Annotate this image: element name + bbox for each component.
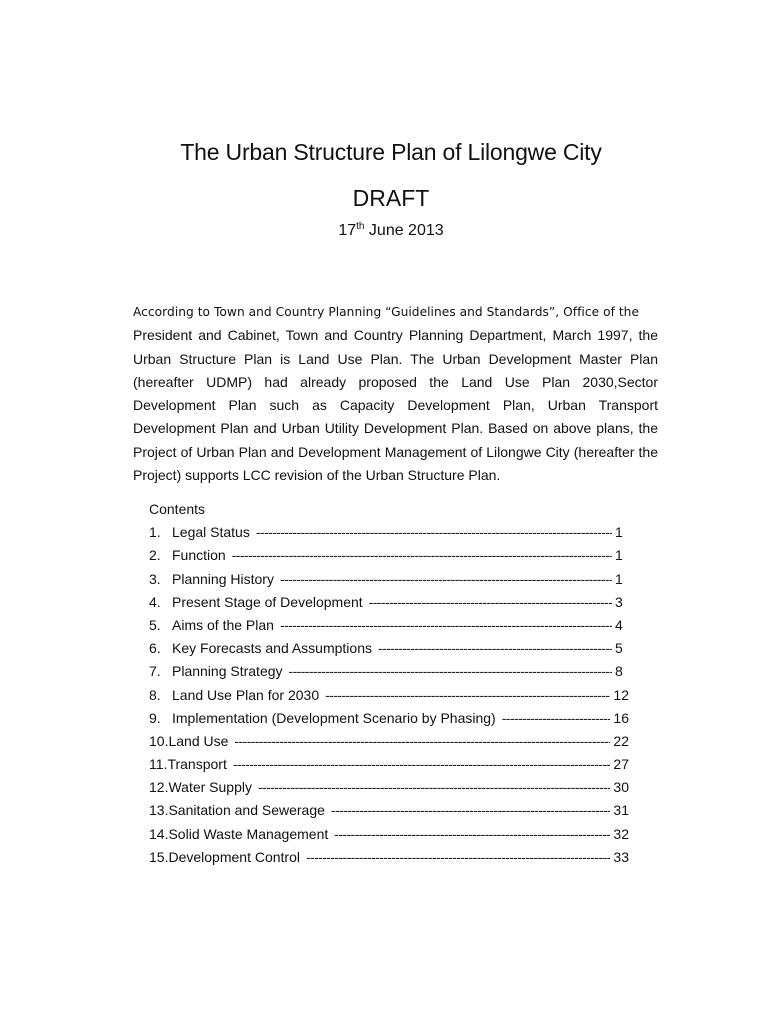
intro-body: President and Cabinet, Town and Country Planning Department, March 1997, the Urban Structure Plan is Land Use Plan. The Urban Development Master Plan (hereafter UDMP) had already proposed the Land Use Plan 2030,Sector Development Plan such as Capacity Development Plan, Urban Transport Development Plan and Urban Utility Development Plan. Based on above plans, the Project of Urban Plan and Development Management of Lilongwe City (hereafter the Project) supports LCC revision of the Urban Structure Plan.: [133, 327, 658, 484]
toc-item-title: Function: [172, 547, 226, 564]
toc-item-page: 22: [613, 732, 629, 749]
table-of-contents: [149, 498, 629, 869]
toc-item: [149, 684, 629, 707]
toc-item: [149, 707, 629, 730]
toc-item-number: 8.: [149, 686, 161, 703]
toc-item: [149, 521, 629, 544]
toc-leader: [234, 730, 610, 753]
toc-leader: [378, 637, 612, 660]
toc-item-page: 1: [615, 547, 623, 564]
toc-item-number: 1.: [149, 524, 161, 541]
toc-item: [149, 544, 629, 567]
toc-leader: [232, 544, 612, 567]
toc-item-page: 27: [613, 756, 629, 773]
toc-item-page: 12: [613, 686, 629, 703]
toc-item-page: 31: [613, 802, 629, 819]
toc-item: [149, 660, 629, 683]
toc-item-title: Planning Strategy: [172, 663, 283, 680]
toc-item-number: 15.: [149, 848, 169, 865]
toc-item-title: Solid Waste Management: [168, 825, 329, 842]
toc-leader: [258, 776, 610, 799]
toc-item: [149, 568, 629, 591]
toc-item-title: Legal Status: [172, 524, 250, 541]
toc-item-page: 30: [613, 779, 629, 796]
toc-item-number: 6.: [149, 640, 161, 657]
toc-item-page: 5: [615, 640, 623, 657]
contents-heading: Contents: [149, 501, 206, 517]
toc-item-number: 14.: [149, 825, 169, 842]
toc-item-number: 2.: [149, 547, 161, 564]
toc-item-page: 33: [613, 848, 629, 865]
toc-item-number: 10.: [149, 732, 169, 749]
toc-item-title: Water Supply: [168, 779, 252, 796]
toc-leader: [331, 799, 611, 822]
toc-item-number: 12.: [149, 779, 169, 796]
toc-leader: [325, 684, 610, 707]
toc-item-title: Development Control: [168, 848, 300, 865]
date-suffix: th: [356, 221, 365, 232]
toc-item: [149, 614, 629, 637]
toc-leader: [369, 591, 612, 614]
toc-item-page: 16: [613, 709, 629, 726]
toc-item-number: 3.: [149, 570, 161, 587]
document-date: [0, 220, 768, 242]
toc-item: [149, 776, 629, 799]
toc-item-title: Transport: [167, 756, 227, 773]
toc-item-page: 8: [615, 663, 623, 680]
toc-item-title: Planning History: [172, 570, 274, 587]
toc-leader: [280, 568, 612, 591]
toc-leader: [289, 660, 612, 683]
toc-item-number: 7.: [149, 663, 161, 680]
toc-item-number: 9.: [149, 709, 161, 726]
toc-item-title: Aims of the Plan: [172, 616, 274, 633]
toc-item-title: Land Use: [168, 732, 229, 749]
intro-first-line: According to Town and Country Planning “Guidelines and Standards”, Office of the: [133, 305, 640, 319]
toc-item: [149, 637, 629, 660]
date-month-year: June 2013: [364, 222, 444, 239]
toc-item-number: 11.: [149, 756, 168, 773]
toc-item-number: 4.: [149, 593, 161, 610]
toc-leader: [233, 753, 611, 776]
toc-item-title: Key Forecasts and Assumptions: [172, 640, 372, 657]
toc-item-number: 5.: [149, 616, 161, 633]
toc-item-page: 3: [615, 593, 623, 610]
draft-label: DRAFT: [352, 185, 430, 211]
intro-paragraph: [133, 301, 658, 487]
toc-item: [149, 846, 629, 869]
toc-item-page: 32: [613, 825, 629, 842]
toc-item-number: 13.: [149, 802, 169, 819]
toc-item: [149, 753, 629, 776]
toc-leader: [502, 707, 611, 730]
toc-item: [149, 823, 629, 846]
toc-item-title: Land Use Plan for 2030: [172, 686, 320, 703]
toc-leader: [334, 823, 610, 846]
date-day: 17: [338, 222, 357, 239]
document-title: The Urban Structure Plan of Lilongwe City: [180, 139, 602, 165]
toc-leader: [306, 846, 610, 869]
toc-item: [149, 591, 629, 614]
toc-leader: [256, 521, 612, 544]
toc-item: [149, 799, 629, 822]
toc-item-title: Sanitation and Sewerage: [168, 802, 325, 819]
toc-item-page: 1: [615, 524, 623, 541]
toc-item-title: Implementation (Development Scenario by Phasing): [172, 709, 496, 726]
toc-item-title: Present Stage of Development: [172, 593, 363, 610]
toc-item: [149, 730, 629, 753]
toc-item-page: 4: [615, 616, 623, 633]
toc-leader: [280, 614, 612, 637]
toc-item-page: 1: [615, 570, 623, 587]
